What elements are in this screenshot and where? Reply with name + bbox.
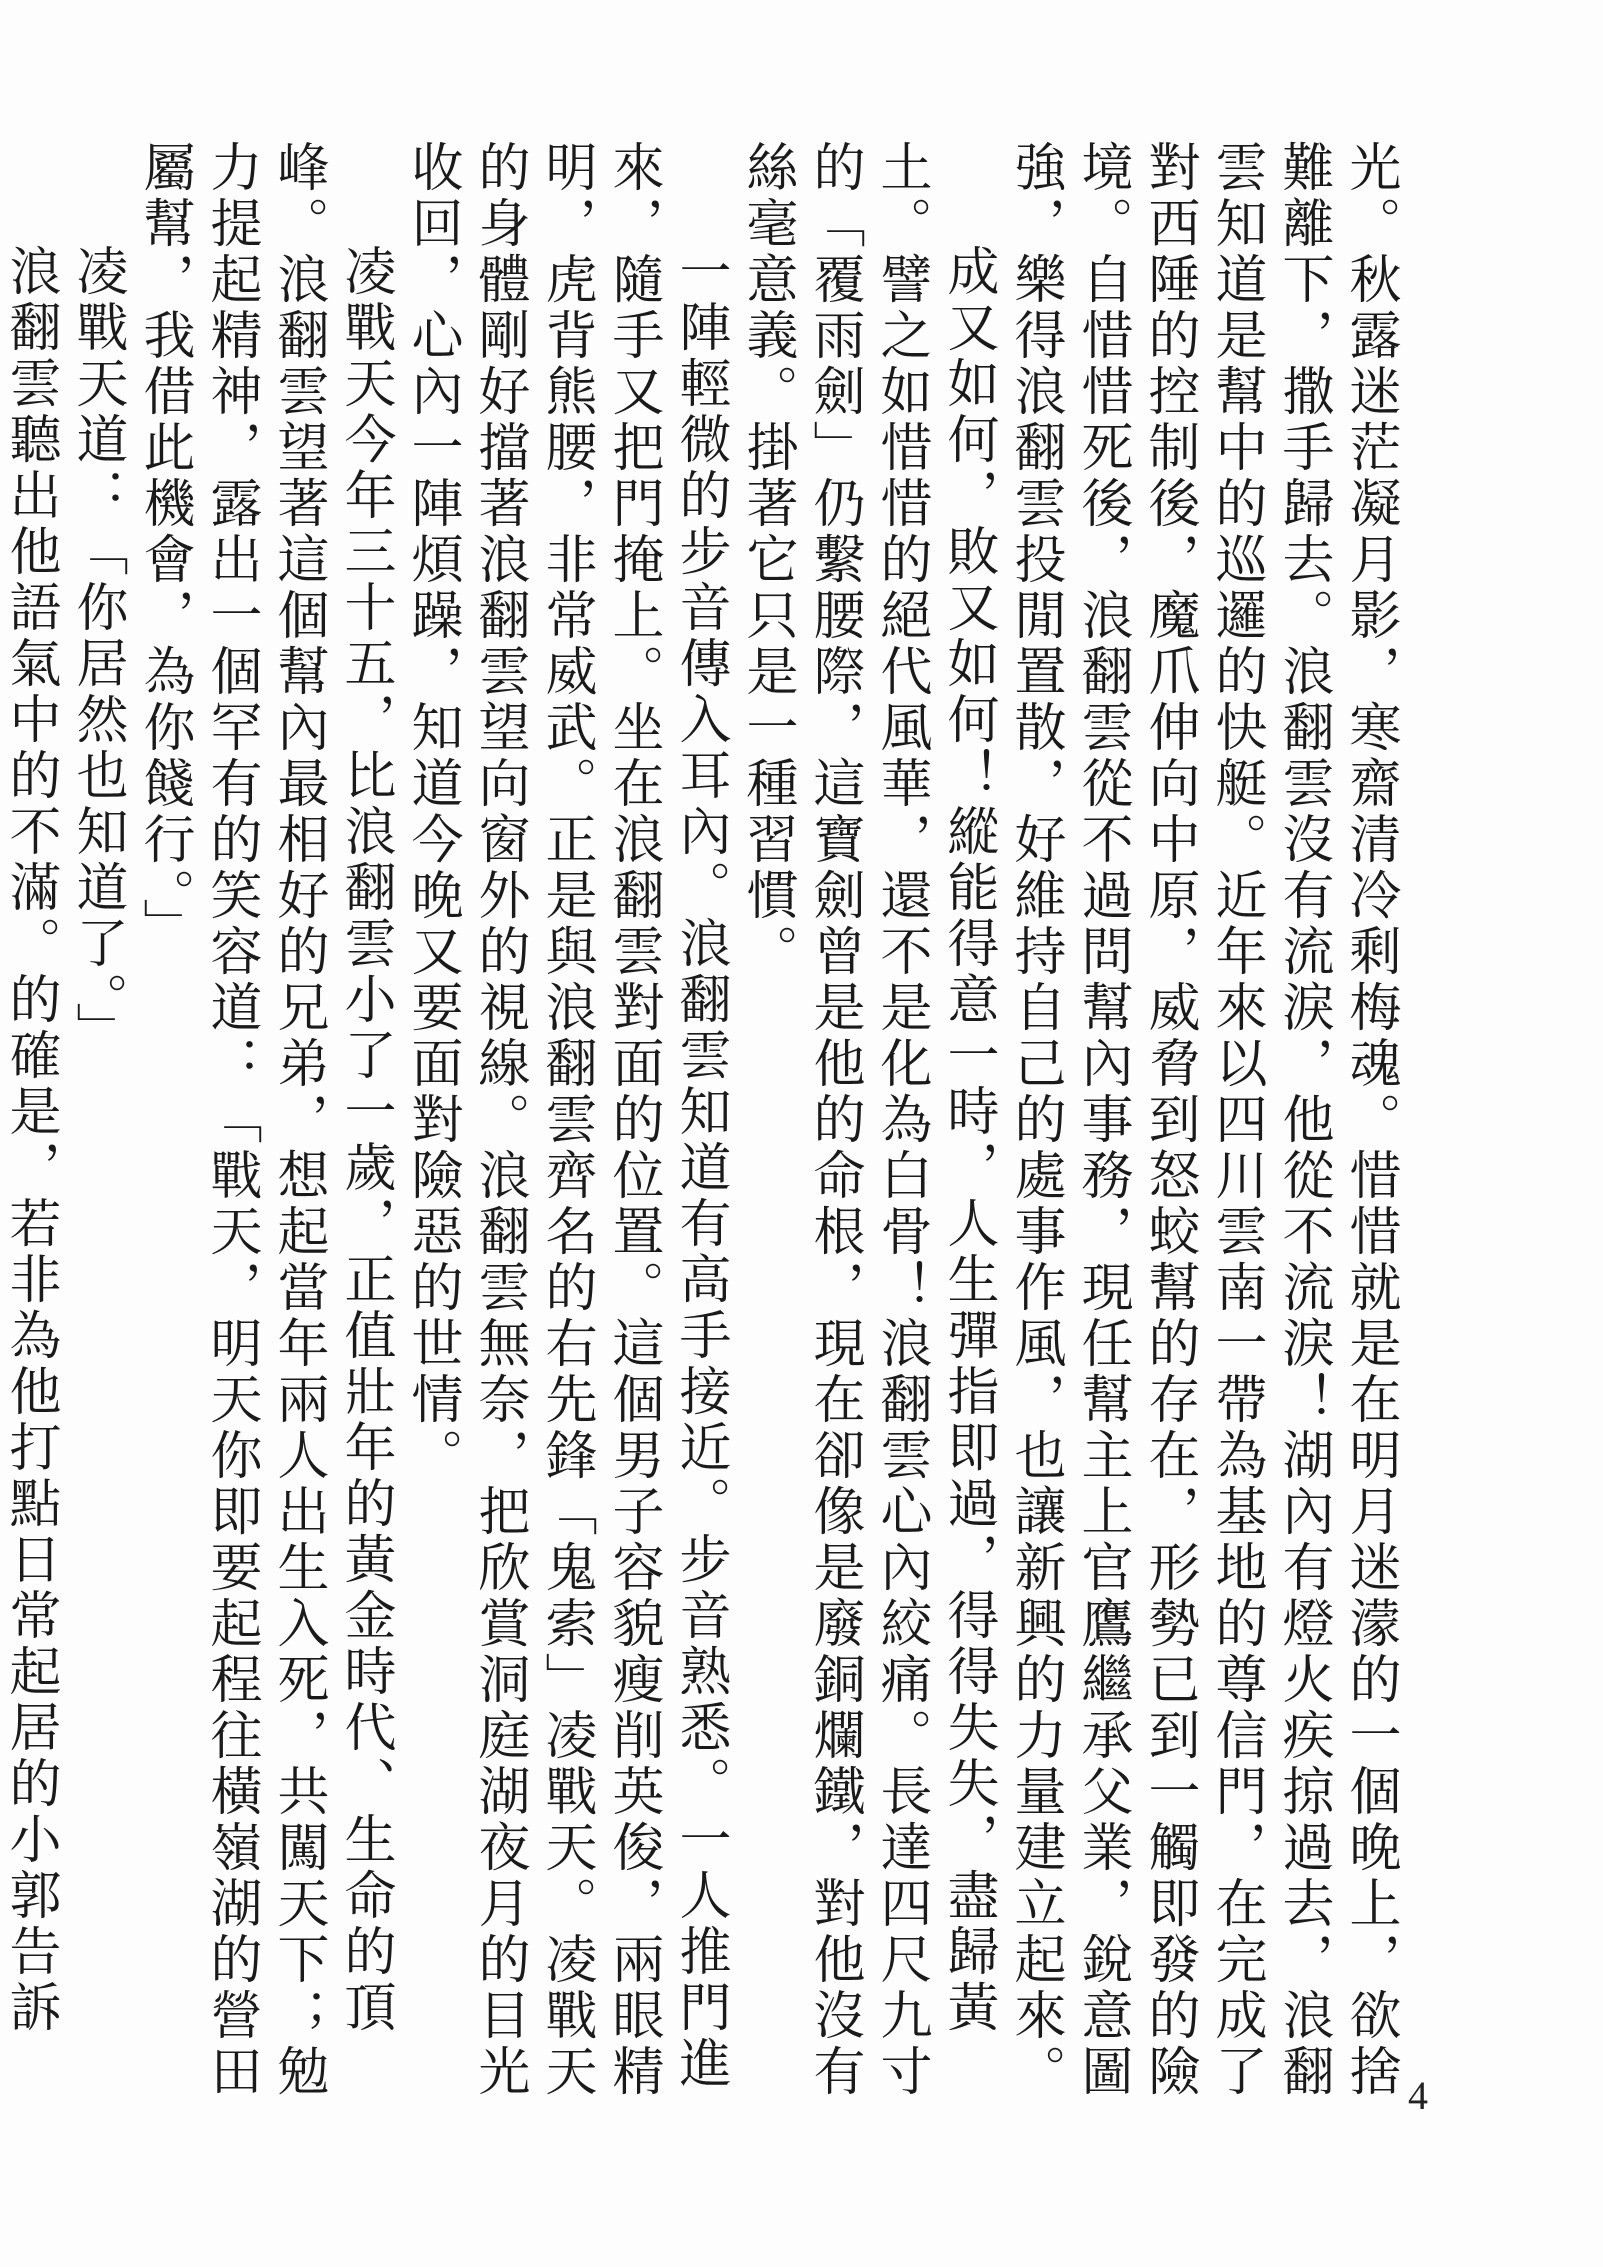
paragraph: 浪翻雲聽出他語氣中的不滿。的確是，若非為他打點日常起居的小郭告訴	[0, 244, 60, 2036]
paragraph: 凌戰天今年三十五，比浪翻雲小了一歲，正值壯年的黃金時代、生命的頂峰。浪翻雲望著這個幫內最相好的兄弟，想起當年兩人出生入死，共闖天下；勉力提起精神，露出一個罕有的笑容道：「戰天，明天你即要起程往橫嶺湖的營田屬幫，我借此機會，為你餞行。」	[134, 140, 395, 2100]
paragraph: 一陣輕微的步音傳入耳內。浪翻雲知道有高手接近。步音熟悉。一人推門進來，隨手又把門掩上。坐在浪翻雲對面的位置。這個男子容貌瘦削英俊，兩眼精明，虎背熊腰，非常威武。正是與浪翻雲齊名的右先鋒「鬼索」凌戰天。凌戰天的身體剛好擋著浪翻雲望向窗外的視線。浪翻雲無奈，把欣賞洞庭湖夜月的目光收回，心內一陣煩躁，知道今晚又要面對險惡的世情。	[402, 140, 730, 2100]
page-number: 4	[1408, 2073, 1428, 2118]
paragraph: 成又如何，敗又如何！縱能得意一時，人生彈指即過，得得失失，盡歸黃土。譬之如惜惜的絕代風華，還不是化為白骨！浪翻雲心內絞痛。長達四尺九寸的「覆雨劍」仍繫腰際，這寶劍曾是他的命根，現在卻像是廢銅爛鐵，對他沒有絲毫意義。掛著它只是一種習慣。	[737, 140, 998, 2100]
paragraph: 光。秋露迷茫凝月影，寒齋清冷剩梅魂。惜惜就是在明月迷濛的一個晚上，欲捨難離下，撒手歸去。浪翻雲沒有流淚，他從不流淚！湖內有燈火疾掠過去，浪翻雲知道是幫中的巡邏的快艇。近年來以四川雲南一帶為基地的尊信門，在完成了對西陲的控制後，魔爪伸向中原，威脅到怒蛟幫的存在，形勢已到一觸即發的險境。自惜惜死後，浪翻雲從不過問幫內事務，現任幫主上官鷹繼承父業，銳意圖強，樂得浪翻雲投閒置散，好維持自己的處事作風，也讓新興的力量建立起來。	[1005, 140, 1400, 2100]
vertical-text-body	[0, 140, 1403, 2140]
paragraph: 凌戰天道：「你居然也知道了。」	[67, 244, 127, 1058]
